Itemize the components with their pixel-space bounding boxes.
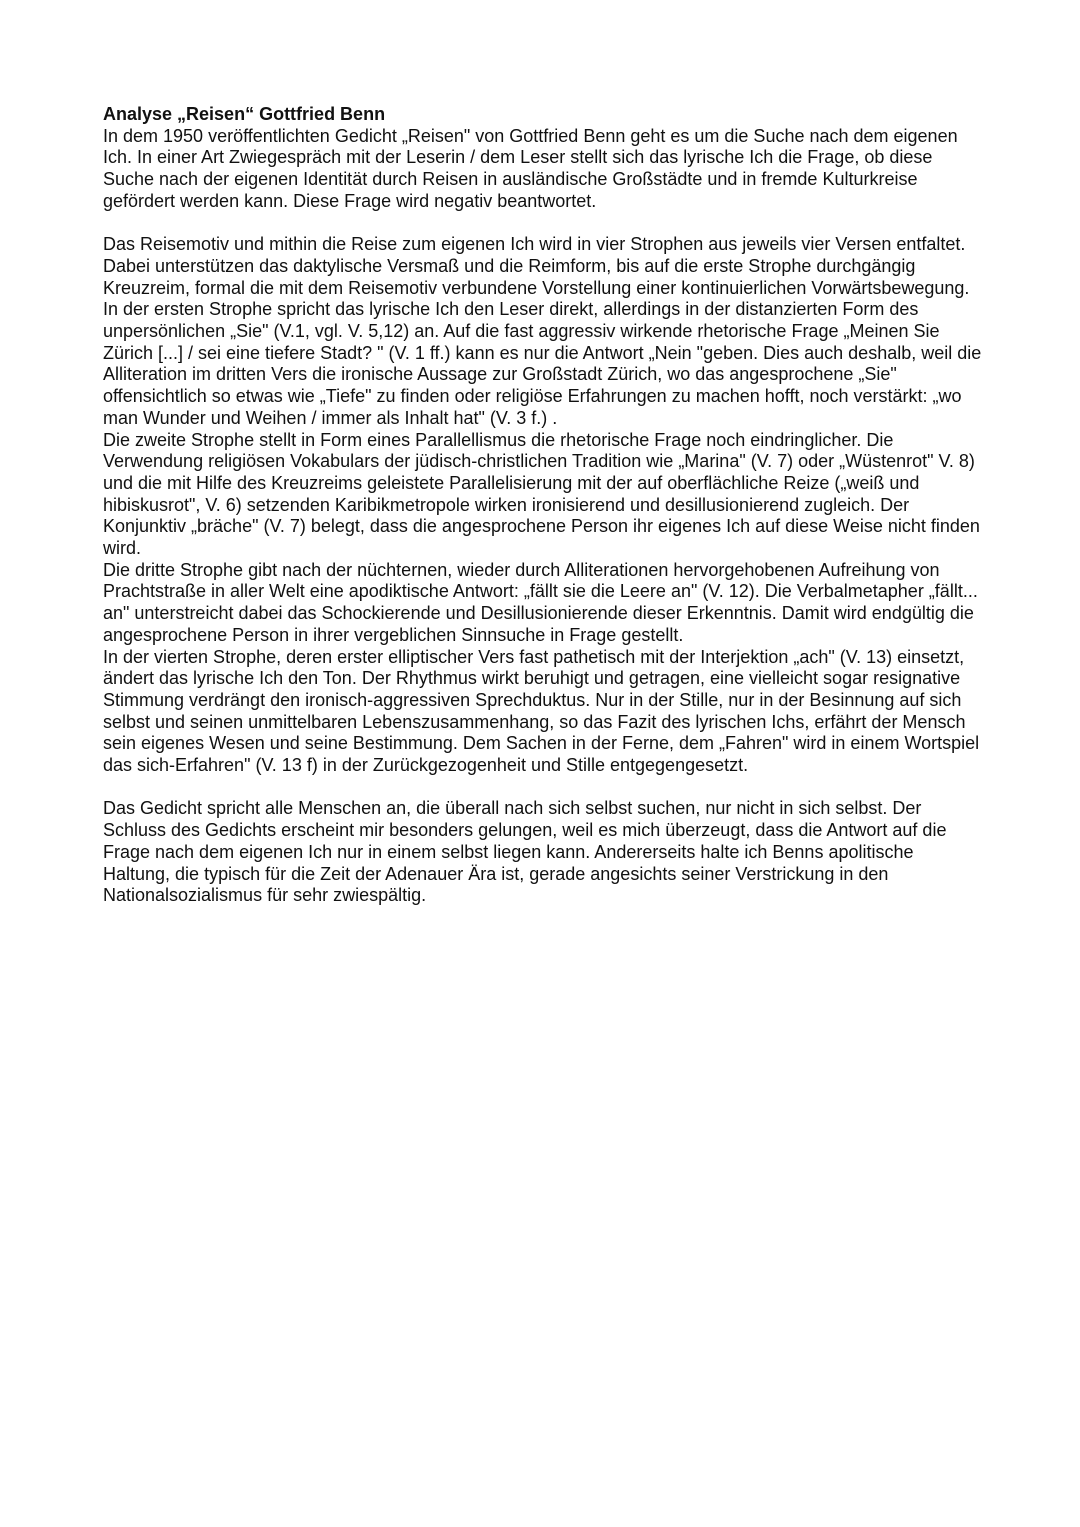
paragraph-intro: In dem 1950 veröffentlichten Gedicht „Reisen" von Gottfried Benn geht es um die Suche nach dem eigenen Ich. In einer Art Zwiegespräch mit der Leserin / dem Leser stellt sich das lyrische Ich die Frage, ob diese Suche nach der eigenen Identität durch Reisen in ausländische Großstädte und in fremde Kulturkreise gefördert werden kann. Diese Frage wird negativ beantwortet. [103, 125, 958, 211]
paragraph-stanza-3: Die dritte Strophe gibt nach der nüchternen, wieder durch Alliterationen hervorgehobenen Aufreihung von Prachtstraße in aller Welt eine apodiktische Antwort: „fällt sie die Leere an" (V. 12). Die Verbalmetapher „fällt... an" unterstreicht dabei das Schockierende und Desillusionierende dieser Erkenntnis. Damit wird endgültig die angesprochene Person in ihrer vergeblichen Sinnsuche in Frage gestellt. [103, 559, 978, 645]
document-body [103, 104, 983, 907]
paragraph-form: Das Reisemotiv und mithin die Reise zum eigenen Ich wird in vier Strophen aus jeweils vier Versen entfaltet. Dabei unterstützen das daktylische Versmaß und die Reimform, bis auf die erste Strophe durchgängig Kreuzreim, formal die mit dem Reisemotiv verbundene Vorstellung einer kontinuierlichen Vorwärtsbewegung. [103, 234, 970, 298]
paragraph-stanza-1: In der ersten Strophe spricht das lyrische Ich den Leser direkt, allerdings in der distanzierten Form des unpersönlichen „Sie" (V.1, vgl. V. 5,12) an. Auf die fast aggressiv wirkende rhetorische Frage „Meinen Sie Zürich [...] / sei eine tiefere Stadt? " (V. 1 ff.) kann es nur die Antwort „Nein "geben. Dies auch deshalb, weil die Alliteration im dritten Vers die ironische Aussage zur Großstadt Zürich, wo das angesprochene „Sie" offensichtlich so etwas wie „Tiefe" zu finden oder religiöse Erfahrungen zu machen hofft, noch verstärkt: „wo man Wunder und Weihen / immer als Inhalt hat" (V. 3 f.) . [103, 299, 982, 428]
paragraph-conclusion: Das Gedicht spricht alle Menschen an, die überall nach sich selbst suchen, nur nicht in sich selbst. Der Schluss des Gedichts erscheint mir besonders gelungen, weil es mich überzeugt, dass die Antwort auf die Frage nach dem eigenen Ich nur in einem selbst liegen kann. Andererseits halte ich Benns apolitische Haltung, die typisch für die Zeit der Adenauer Ära ist, gerade angesichts seiner Verstrickung in den Nationalsozialismus für sehr zwiespältig. [103, 798, 947, 906]
paragraph-stanza-2: Die zweite Strophe stellt in Form eines Parallellismus die rhetorische Frage noch eindringlicher. Die Verwendung religiösen Vokabulars der jüdisch-christlichen Tradition wie „Marina" (V. 7) oder „Wüstenrot" V. 8) und die mit Hilfe des Kreuzreims geleistete Parallelisierung mit der auf oberflächliche Reize („weiß und hibiskusrot", V. 6) setzenden Karibikmetropole wirken ironisierend und desillusionierend zugleich. Der Konjunktiv „bräche" (V. 7) belegt, dass die angesprochene Person ihr eigenes Ich auf diese Weise nicht finden wird. [103, 429, 980, 559]
paragraph-stanza-4: In der vierten Strophe, deren erster elliptischer Vers fast pathetisch mit der Interjektion „ach" (V. 13) einsetzt, ändert das lyrische Ich den Ton. Der Rhythmus wirkt beruhigt und getragen, eine vielleicht sogar resignative Stimmung verdrängt den ironisch-aggressiven Sprechduktus. Nur in der Stille, nur in der Besinnung auf sich selbst und seinen unmittelbaren Lebenszusammenhang, so das Fazit des lyrischen Ichs, erfährt der Mensch sein eigenes Wesen und seine Bestimmung. Dem Sachen in der Ferne, dem „Fahren" wird in einem Wortspiel das sich-Erfahren" (V. 13 f) in der Zurückgezogenheit und Stille entgegengesetzt. [103, 646, 980, 776]
document-title: Analyse „Reisen“ Gottfried Benn [103, 104, 386, 124]
